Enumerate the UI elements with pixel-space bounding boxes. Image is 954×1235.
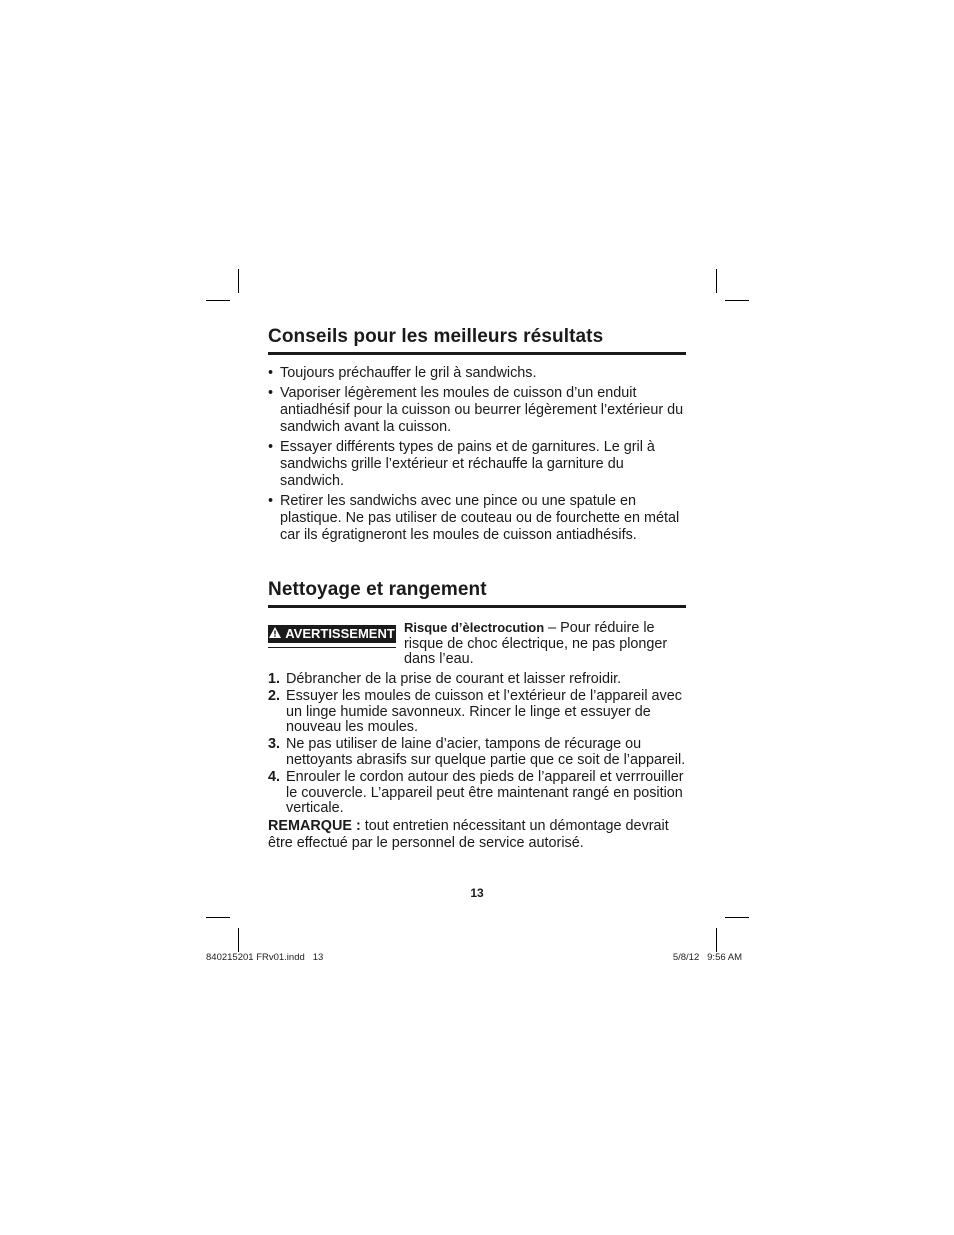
step-number: 3. xyxy=(268,736,281,753)
warning-text: Risque d’èlectrocution – Pour réduire le risque de choc électrique, ne pas plonger dans l’eau. xyxy=(404,620,668,667)
cleaning-steps xyxy=(268,672,686,817)
warning-divider xyxy=(268,647,396,648)
list-item: • Retirer les sandwichs avec une pince ou une spatule en plastique. Ne pas utiliser de couteau ou de fourchette en métal car ils égratigneront les moules de cuisson antiadhésifs. xyxy=(268,493,680,543)
step-number: 1. xyxy=(268,671,281,687)
slug-filename: 840215201 FRv01.indd 13 xyxy=(206,952,324,963)
warning-risk-label: Risque d’èlectrocution xyxy=(404,620,545,635)
warning-badge-label: AVERTISSEMENT xyxy=(285,626,395,641)
tips-section xyxy=(268,326,686,547)
slug-timestamp: 5/8/12 9:56 AM xyxy=(672,952,742,963)
tips-list xyxy=(268,365,686,544)
cleaning-section xyxy=(268,579,686,851)
list-item: • Essayer différents types de pains et de garnitures. Le gril à sandwichs grille l’extérieur et réchauffe la garniture du sandwich. xyxy=(268,439,655,489)
crop-mark-top-right-horizontal xyxy=(725,300,749,301)
list-item: 3. Ne pas utiliser de laine d’acier, tampons de récurage ou nettoyants abrasifs sur quelque partie que ce soit de l’appareil. xyxy=(268,736,686,768)
bullet-icon: • xyxy=(268,439,274,455)
crop-mark-top-left-horizontal xyxy=(206,300,230,301)
crop-mark-top-right-vertical xyxy=(716,269,717,293)
crop-mark-bottom-right-vertical xyxy=(716,928,717,952)
crop-mark-bottom-left-vertical xyxy=(238,928,239,952)
warning-block xyxy=(268,620,686,666)
page-number: 13 xyxy=(470,886,484,900)
bullet-icon: • xyxy=(268,385,274,401)
cleaning-section-title: Nettoyage et rangement xyxy=(268,579,686,608)
crop-mark-top-left-vertical xyxy=(238,269,239,293)
note-paragraph: REMARQUE : tout entretien nécessitant un démontage devrait être effectué par le personnel de service autorisé. xyxy=(268,818,669,851)
step-number: 4. xyxy=(268,768,281,785)
crop-mark-bottom-right-horizontal xyxy=(725,917,749,918)
list-item: 4. Enrouler le cordon autour des pieds de l’appareil et verrrouiller le couvercle. L’appareil peut être maintenant rangé en position verticale. xyxy=(268,768,684,817)
warning-badge xyxy=(268,625,396,643)
crop-mark-bottom-left-horizontal xyxy=(206,917,230,918)
warning-triangle-icon xyxy=(269,625,281,643)
list-item: 2. Essuyer les moules de cuisson et l’extérieur de l’appareil avec un linge humide savonneux. Rincer le linge et essuyer de nouveau les moules. xyxy=(268,687,682,736)
list-item: • Vaporiser légèrement les moules de cuisson d’un enduit antiadhésif pour la cuisson ou beurrer légèrement l’extérieur du sandwich avant la cuisson. xyxy=(268,385,684,435)
list-item: 1. Débrancher de la prise de courant et laisser refroidir. xyxy=(268,671,622,687)
bullet-icon: • xyxy=(268,365,274,381)
bullet-icon: • xyxy=(268,493,274,509)
tips-section-title: Conseils pour les meilleurs résultats xyxy=(268,326,686,355)
note-label: REMARQUE : xyxy=(268,818,361,835)
list-item: • Toujours préchauffer le gril à sandwichs. xyxy=(268,365,537,381)
step-number: 2. xyxy=(268,687,281,704)
